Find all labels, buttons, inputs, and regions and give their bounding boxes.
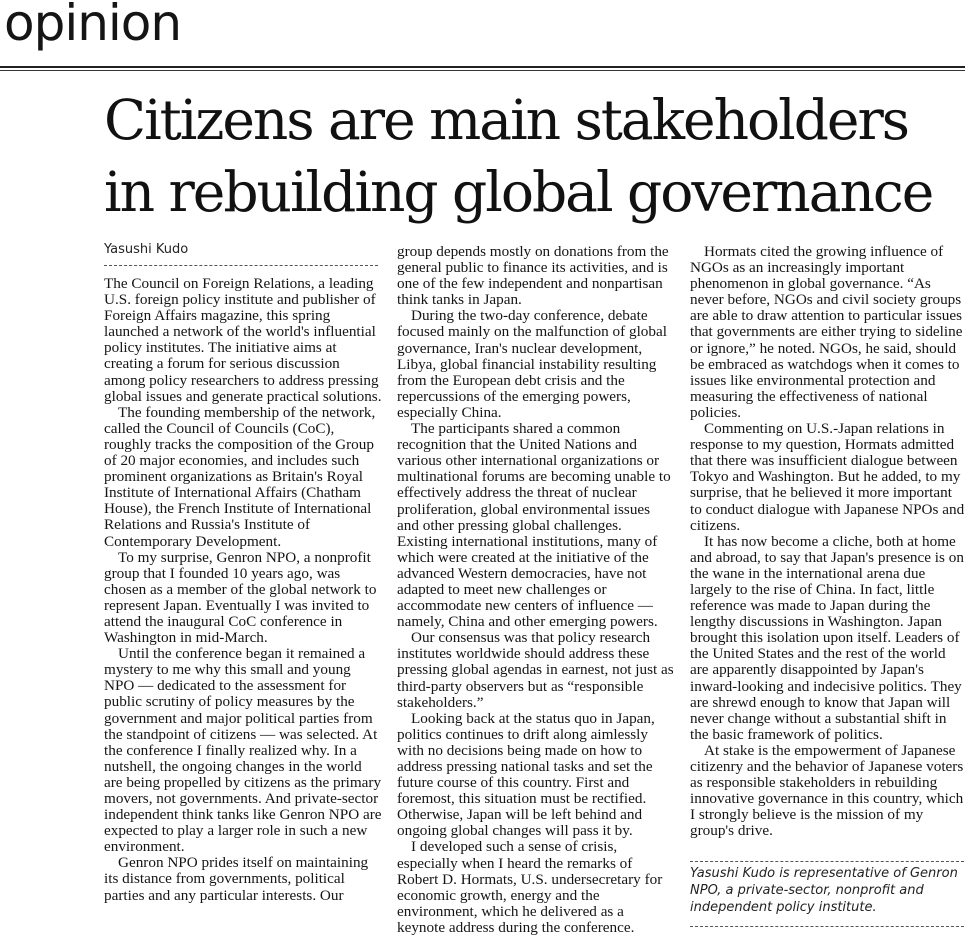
bio-divider-top — [690, 861, 964, 862]
article-paragraph: Hormats cited the growing influence of NGOs as an increasingly important phenomenon in global governance. “As never before, NGOs and civil society groups are able to draw attention to particular issues that governments are either trying to sideline or ignore,” he noted. NGOs, he said, should be embraced as watchdogs when it comes to issues like environmental protection and measuring the effectiveness of national policies. — [690, 243, 963, 421]
headline-line-1: Citizens are main stakeholders — [104, 88, 908, 152]
article-paragraph: Looking back at the status quo in Japan, politics continues to drift along aimlessly with no decisions being made on how to address pressing national tasks and set the future course of this country. First and foremost, this situation must be rectified. Otherwise, Japan will be left behind and ongoing global changes will pass it by. — [397, 709, 655, 840]
author-bio: Yasushi Kudo is representative of Genron NPO, a private-sector, nonprofit and independent policy institute. — [690, 866, 958, 915]
bio-divider-bottom — [690, 926, 964, 927]
article-paragraph: group depends mostly on donations from the general public to finance its activities, and is one of the few independent and nonpartisan think tanks in Japan. — [397, 243, 669, 309]
article-paragraph: Our consensus was that policy research institutes worldwide should address these pressing global agendas in earnest, not just as third-party observers but as “responsible stakeholders.” — [397, 629, 674, 711]
article-column-3 — [690, 244, 966, 839]
article-column-2 — [397, 244, 675, 936]
article-paragraph: The participants shared a common recognition that the United Nations and various other international organizations or multinational forums are becoming unable to effectively address the threat of nuclear proliferation, global environmental issues and other pressing global challenges. Existing international institutions, many of which were created at the initiative of the advanced Western democracies, have not adapted to meet new challenges or accommodate new centers of influence — namely, China and other emerging powers. — [397, 420, 671, 631]
article-paragraph: Until the conference began it remained a mystery to me why this small and young NPO — dedicated to the assessment for public scrutiny of policy measures by the government and major political parties from the standpoint of citizens — was selected. At the conference I finally realized why. In a nutshell, the ongoing changes in the world are being propelled by citizens as the primary movers, not governments. And private-sector independent think tanks like Genron NPO are expected to play a larger role in such a new environment. — [104, 645, 382, 856]
article-paragraph: To my surprise, Genron NPO, a nonprofit group that I founded 10 years ago, was chosen as a member of the global network to represent Japan. Eventually I was invited to attend the inaugural CoC conference in Washington in mid-March. — [104, 548, 377, 647]
header-rule — [0, 66, 965, 68]
article-paragraph: During the two-day conference, debate focused mainly on the malfunction of global governance, Iran's nuclear development, Libya, global financial instability resulting from the European debt crisis and the repercussions of the emerging powers, especially China. — [397, 307, 667, 421]
article-paragraph: Genron NPO prides itself on maintaining its distance from governments, political parties and any particular interests. Our — [104, 854, 369, 904]
article-paragraph: It has now become a cliche, both at home and abroad, to say that Japan's presence is on the wane in the international arena due largely to the rise of China. In fact, little reference was made to Japan during the lengthy discussions in Washington. Japan brought this isolation upon itself. Leaders of the United States and the rest of the world are apparently disappointed by Japan's inward-looking and indecisive politics. They are shrewd enough to know that Japan will never change without a substantial shift in the basic framework of politics. — [690, 532, 964, 743]
section-label: opinion — [4, 0, 182, 52]
headline-line-2: in rebuilding global governance — [104, 160, 933, 224]
header-rule-thin — [0, 70, 965, 71]
article-paragraph: I developed such a sense of crisis, especially when I heard the remarks of Robert D. Hormats, U.S. undersecretary for economic growth, energy and the environment, which he delivered as a keynote address during the conference. — [397, 838, 663, 936]
article-column-1 — [104, 276, 382, 904]
article-paragraph: Commenting on U.S.-Japan relations in response to my question, Hormats admitted that there was insufficient dialogue between Tokyo and Washington. But he added, to my surprise, that he believed it more important to conduct dialogue with Japanese NPOs and citizens. — [690, 420, 965, 534]
article-paragraph: At stake is the empowerment of Japanese citizenry and the behavior of Japanese voters as responsible stakeholders in rebuilding innovative governance in this country, which I strongly believe is the mission of my group's drive. — [690, 741, 964, 840]
article-paragraph: The founding membership of the network, called the Council of Councils (CoC), roughly tracks the composition of the Group of 20 major economies, and includes such prominent organizations as Britain's Royal Institute of International Affairs (Chatham House), the French Institute of International Relations and Russia's Institute of Contemporary Development. — [104, 403, 376, 550]
article-paragraph: The Council on Foreign Relations, a leading U.S. foreign policy institute and publisher of Foreign Affairs magazine, this spring launched a network of the world's influential policy institutes. The initiative aims at creating a forum for serious discussion among policy researchers to address pressing global issues and generate practical solutions. — [104, 275, 382, 405]
headline — [104, 84, 964, 228]
byline: Yasushi Kudo — [104, 242, 189, 257]
byline-divider — [104, 265, 378, 266]
